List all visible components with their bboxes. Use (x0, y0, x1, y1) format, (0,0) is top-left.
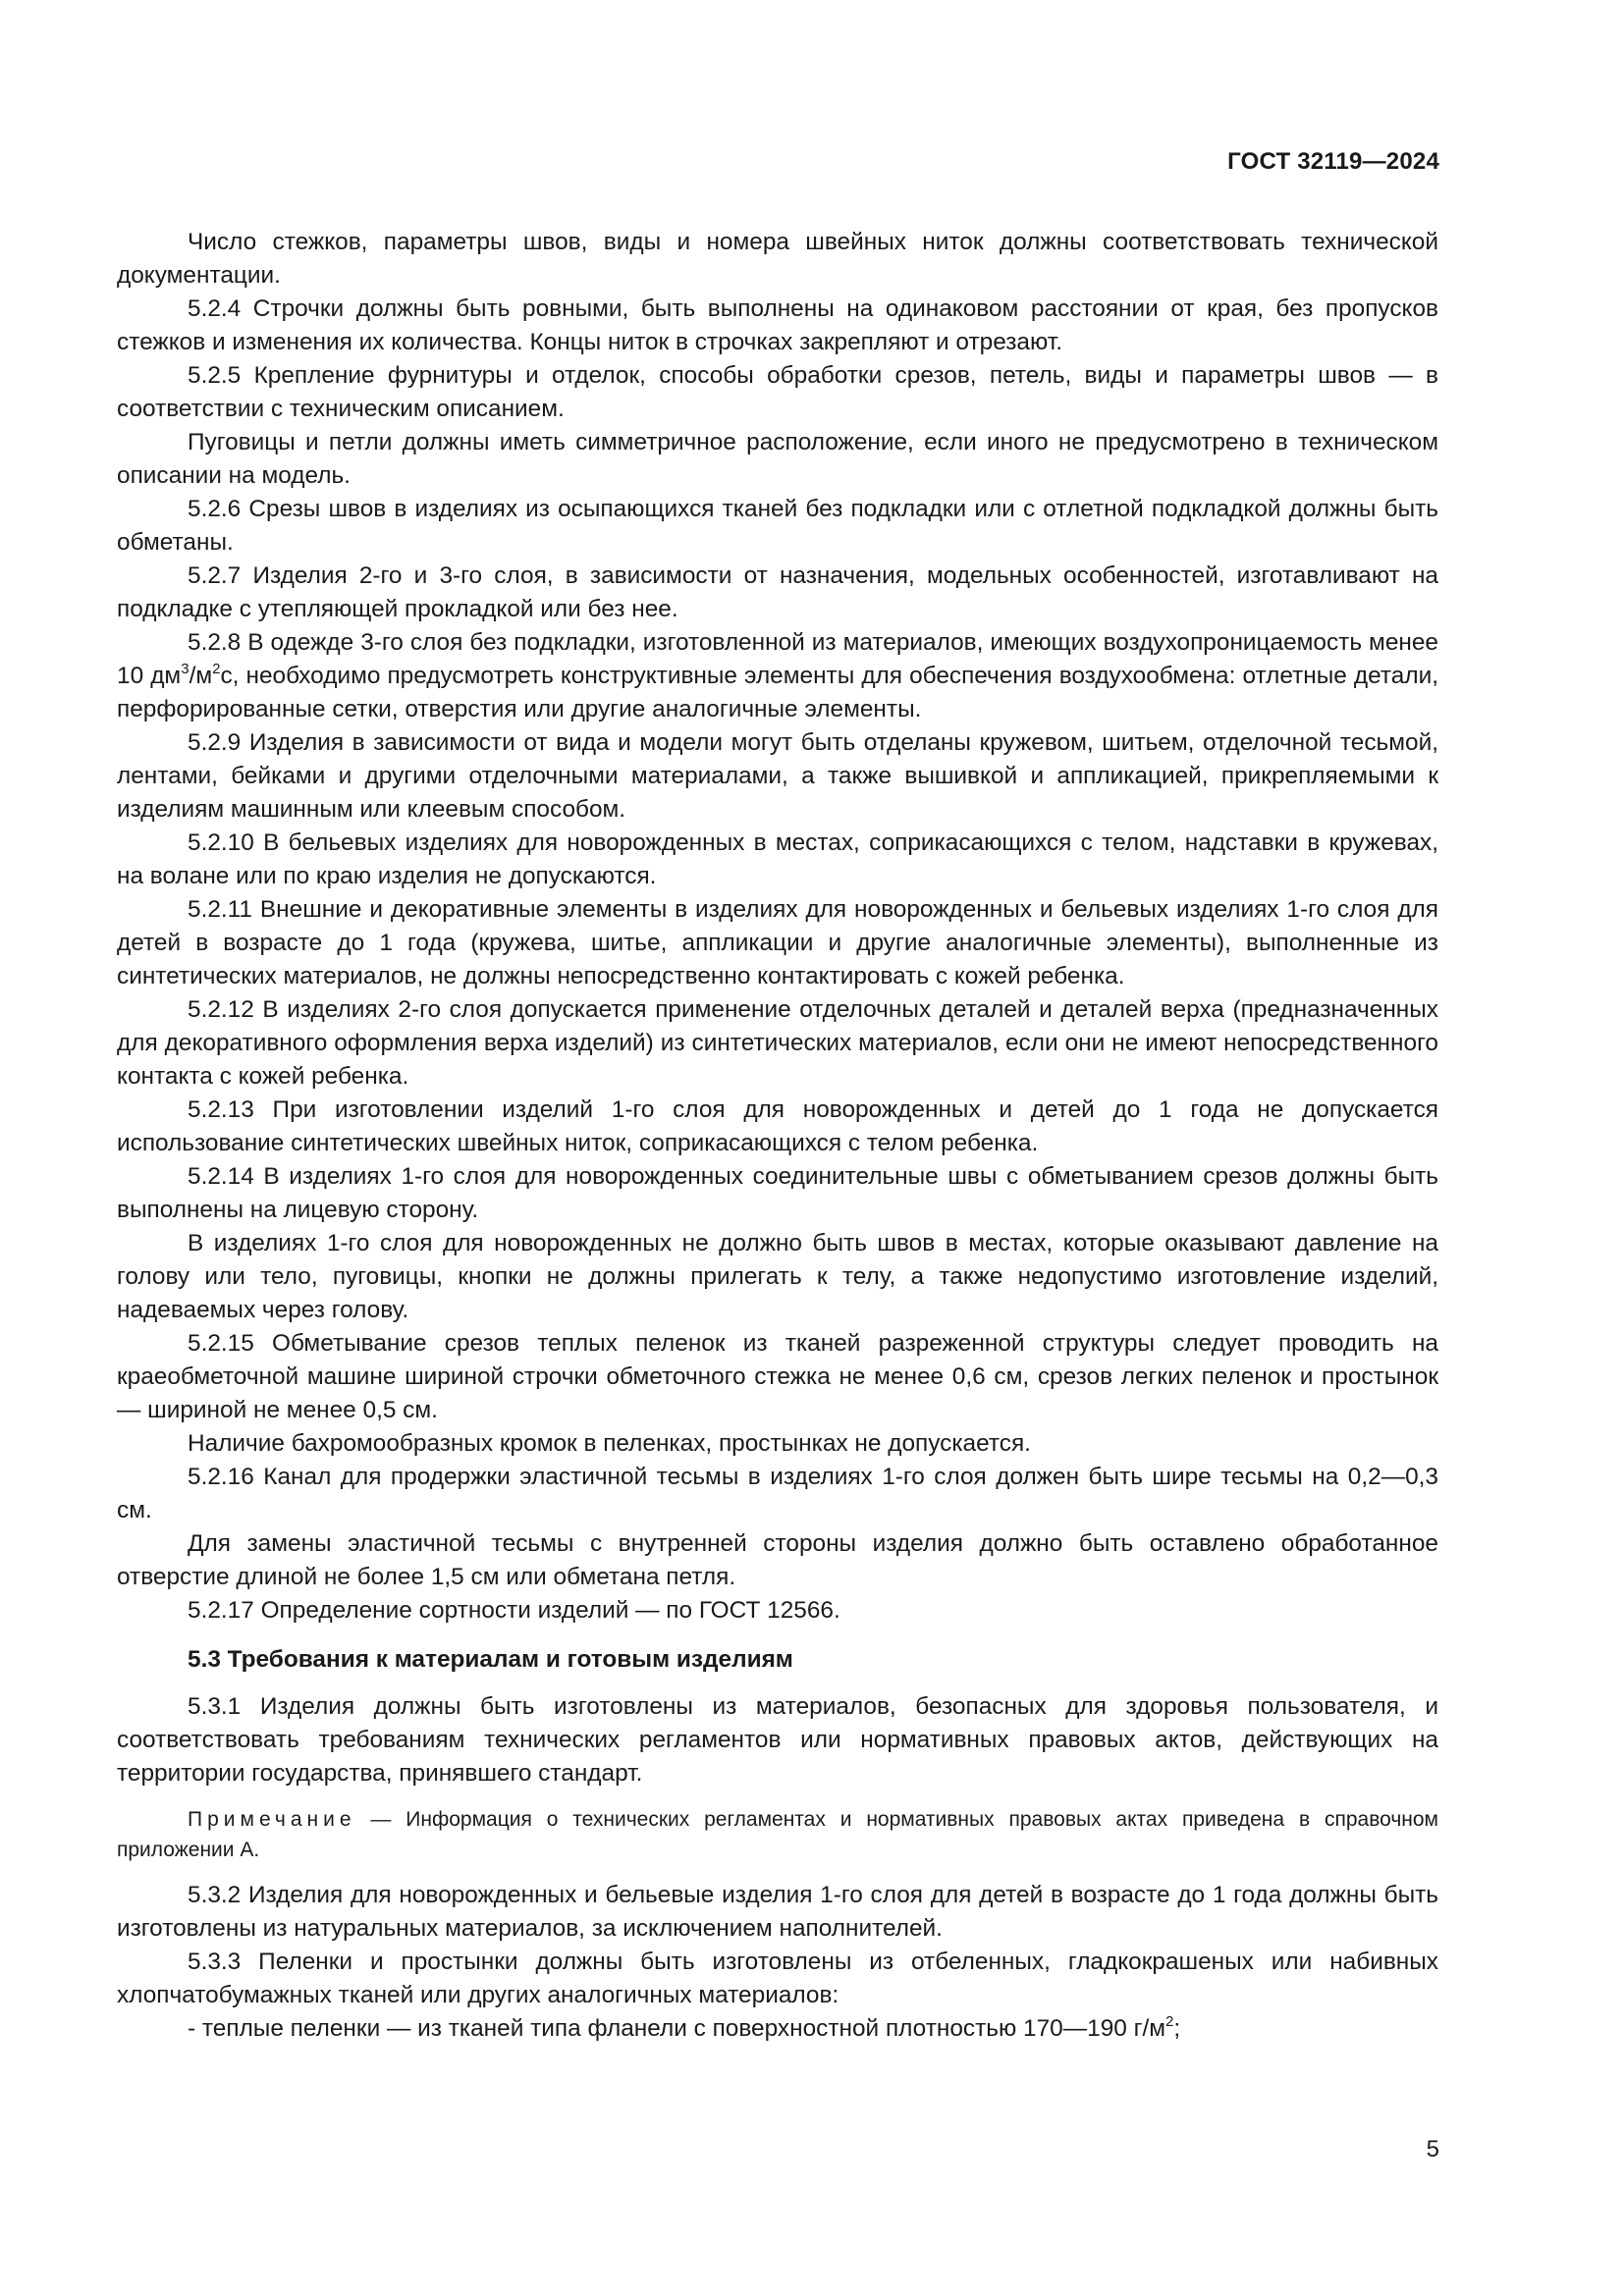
paragraph-5-2-6: 5.2.6 Срезы швов в изделиях из осыпающихся тканей без подкладки или с отлетной подкладкой должны быть обметаны. (117, 496, 1438, 556)
paragraph-5-2-17: 5.2.17 Определение сортности изделий — по ГОСТ 12566. (188, 1597, 840, 1624)
paragraph: Для замены эластичной тесьмы с внутренней стороны изделия должно быть оставлено обработанное отверстие длиной не более 1,5 см или обметана петля. (117, 1530, 1438, 1590)
superscript: 2 (212, 661, 221, 677)
paragraph: Пуговицы и петли должны иметь симметричное расположение, если иного не предусмотрено в техническом описании на модель. (117, 429, 1438, 489)
paragraph-text: с, необходимо предусмотреть конструктивные элементы для обеспечения воздухообмена: отлетные детали, перфорированные сетки, отверстия или другие аналогичные элементы. (117, 663, 1438, 722)
section-heading: 5.3 Требования к материалам и готовым изделиям (188, 1646, 793, 1673)
paragraph-5-2-13: 5.2.13 При изготовлении изделий 1-го слоя для новорожденных и детей до 1 года не допускается использование синтетических швейных ниток, соприкасающихся с телом ребенка. (117, 1096, 1438, 1156)
list-item (117, 2012, 1438, 2046)
note-label: Примечание (188, 1808, 356, 1831)
paragraph-5-2-10: 5.2.10 В бельевых изделиях для новорожденных в местах, соприкасающихся с телом, надставки в кружевах, на волане или по краю изделия не допускаются. (117, 829, 1438, 889)
paragraph-5-2-5: 5.2.5 Крепление фурнитуры и отделок, способы обработки срезов, петель, виды и параметры швов — в соответствии с техническим описанием. (117, 362, 1438, 422)
superscript: 3 (181, 661, 189, 677)
paragraph-5-2-8 (117, 626, 1438, 726)
paragraph-5-2-9: 5.2.9 Изделия в зависимости от вида и модели могут быть отделаны кружевом, шитьем, отделочной тесьмой, лентами, бейками и другими отделочными материалами, а также вышивкой и аппликацией, прикрепляемыми к изделиям машинным или клеевым способом. (117, 729, 1438, 823)
paragraph-text: 5.2.8 В одежде 3-го слоя без подкладки, изготовленной из материалов, имеющих воздухопроницаемость менее 10 дм (117, 629, 1438, 689)
paragraph: Наличие бахромообразных кромок в пеленках, простынках не допускается. (188, 1430, 1031, 1457)
paragraph-5-2-12: 5.2.12 В изделиях 2-го слоя допускается применение отделочных деталей и деталей верха (предназначенных для декоративного оформления верха изделий) из синтетических материалов, если они не имеют непосредственного контакта с кожей ребенка. (117, 996, 1438, 1090)
paragraph-text: /м (189, 663, 213, 689)
paragraph-5-2-14: 5.2.14 В изделиях 1-го слоя для новорожденных соединительные швы с обметыванием срезов должны быть выполнены на лицевую сторону. (117, 1163, 1438, 1223)
note (117, 1804, 1438, 1865)
document-body (117, 226, 1438, 2046)
paragraph-5-3-2: 5.3.2 Изделия для новорожденных и бельевые изделия 1-го слоя для детей в возрасте до 1 года должны быть изготовлены из натуральных материалов, за исключением наполнителей. (117, 1882, 1438, 1942)
paragraph-5-2-4: 5.2.4 Строчки должны быть ровными, быть выполнены на одинаковом расстоянии от края, без пропусков стежков и изменения их количества. Концы ниток в строчках закрепляют и отрезают. (117, 295, 1438, 355)
paragraph-5-2-15: 5.2.15 Обметывание срезов теплых пеленок из тканей разреженной структуры следует проводить на краеобметочной машине шириной строчки обметочного стежка не менее 0,6 см, срезов легких пеленок и простынок — шириной не менее 0,5 см. (117, 1330, 1438, 1423)
paragraph: В изделиях 1-го слоя для новорожденных не должно быть швов в местах, которые оказывают давление на голову или тело, пуговицы, кнопки не должны прилегать к телу, а также недопустимо изготовление изделий, надеваемых через голову. (117, 1230, 1438, 1323)
paragraph-5-3-1: 5.3.1 Изделия должны быть изготовлены из материалов, безопасных для здоровья пользователя, и соответствовать требованиям технических регламентов или нормативных правовых актов, действующих на территории государства, принявшего стандарт. (117, 1693, 1438, 1787)
paragraph-5-2-7: 5.2.7 Изделия 2-го и 3-го слоя, в зависимости от назначения, модельных особенностей, изготавливают на подкладке с утепляющей прокладкой или без нее. (117, 562, 1438, 622)
paragraph: Число стежков, параметры швов, виды и номера швейных ниток должны соответствовать технической документации. (117, 229, 1438, 289)
paragraph-5-3-3: 5.3.3 Пеленки и простынки должны быть изготовлены из отбеленных, гладкокрашеных или набивных хлопчатобумажных тканей или других аналогичных материалов: (117, 1949, 1438, 2008)
paragraph-5-2-16: 5.2.16 Канал для продержки эластичной тесьмы в изделиях 1-го слоя должен быть шире тесьмы на 0,2—0,3 см. (117, 1464, 1438, 1523)
list-item-text: - теплые пеленки — из тканей типа фланели с поверхностной плотностью 170—190 г/м (188, 2015, 1166, 2042)
paragraph-5-2-11: 5.2.11 Внешние и декоративные элементы в изделиях для новорожденных и бельевых изделиях 1-го слоя для детей в возрасте до 1 года (кружева, шитье, аппликации и другие аналогичные элементы), выполненные из синтетических материалов, не должны непосредственно контактировать с кожей ребенка. (117, 896, 1438, 989)
superscript: 2 (1165, 2013, 1174, 2030)
list-item-text: ; (1173, 2015, 1181, 2042)
document-header: ГОСТ 32119—2024 (1227, 148, 1439, 175)
page-number: 5 (1426, 2136, 1439, 2163)
note-text: — Информация о технических регламентах и нормативных правовых актах приведена в справочном приложении А. (117, 1808, 1438, 1861)
